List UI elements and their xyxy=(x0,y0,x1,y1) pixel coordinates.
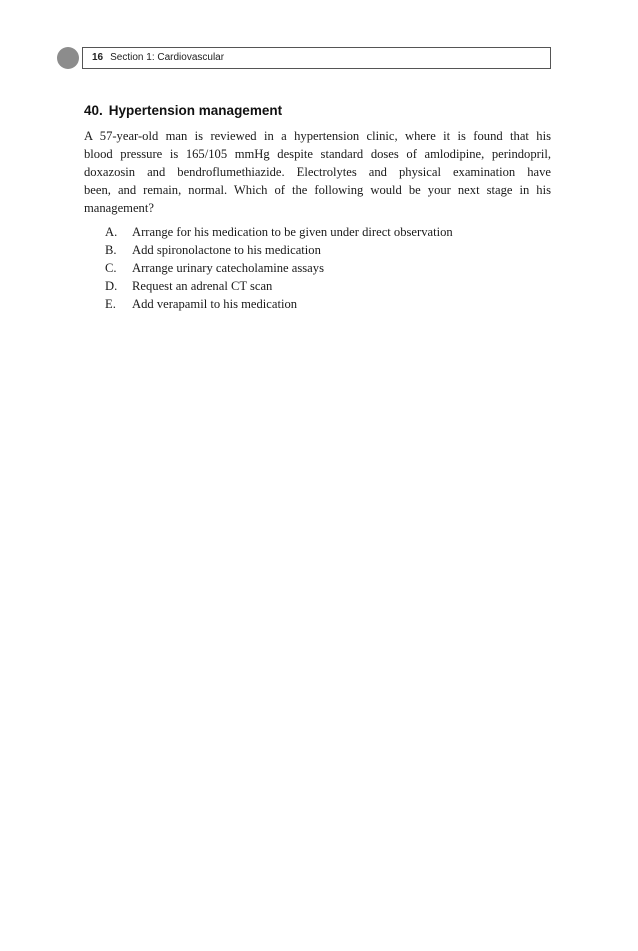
running-header xyxy=(82,47,551,69)
option-text: Arrange for his medication to be given under direct observation xyxy=(132,225,453,239)
option-letter: C. xyxy=(105,261,117,275)
question-title: Hypertension management xyxy=(108,103,283,118)
option-letter: A. xyxy=(105,225,118,239)
page-number: 16 xyxy=(92,52,104,63)
option-letter: D. xyxy=(105,279,118,293)
option-letter: B. xyxy=(105,243,117,257)
question-stem-line: been, and remain, normal. Which of the following would be your next stage in his xyxy=(84,183,551,197)
question-stem-line: blood pressure is 165/105 mmHg despite standard doses of amlodipine, perindopril, xyxy=(84,147,551,161)
page-tab-marker xyxy=(57,47,79,69)
answer-option-d xyxy=(105,277,272,295)
section-title: Section 1: Cardiovascular xyxy=(110,52,225,63)
question-stem-line: management? xyxy=(84,201,154,215)
question-stem-line: doxazosin and bendroflumethiazide. Electrolytes and physical examination have xyxy=(84,165,551,179)
answer-option-a xyxy=(105,223,453,241)
option-text: Add spironolactone to his medication xyxy=(132,243,321,257)
answer-option-b xyxy=(105,241,321,259)
answer-option-e xyxy=(105,295,297,313)
option-letter: E. xyxy=(105,297,116,311)
question-stem-line: A 57-year-old man is reviewed in a hypertension clinic, where it is found that his xyxy=(84,129,551,143)
question-heading xyxy=(84,103,282,118)
answer-option-c xyxy=(105,259,324,277)
option-text: Add verapamil to his medication xyxy=(132,297,298,311)
question-number: 40. xyxy=(84,103,103,118)
option-text: Request an adrenal CT scan xyxy=(132,279,273,293)
option-text: Arrange urinary catecholamine assays xyxy=(132,261,324,275)
